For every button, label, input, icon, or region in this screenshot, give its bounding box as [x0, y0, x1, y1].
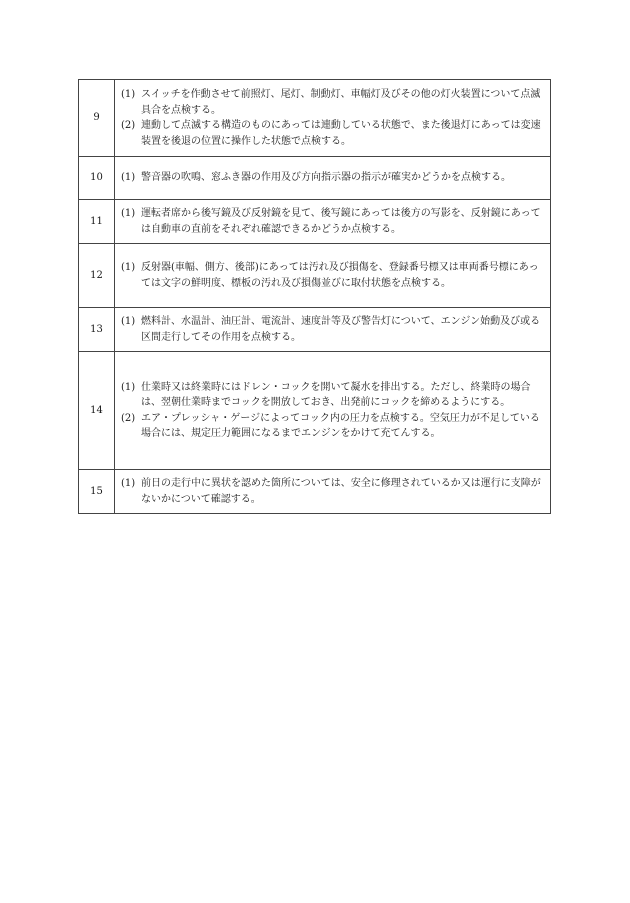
item-mark: (2) [121, 120, 136, 131]
row-content [115, 244, 551, 308]
row-content [115, 200, 551, 244]
row-number: 11 [79, 200, 115, 244]
row-number: 13 [79, 308, 115, 352]
item-mark: (2) [121, 412, 136, 424]
row-content [115, 308, 551, 352]
table-row [79, 308, 551, 352]
row-content [115, 157, 551, 200]
table-row [79, 200, 551, 244]
item-mark: (1) [121, 208, 136, 219]
row-number: 14 [79, 352, 115, 470]
row-number: 15 [79, 470, 115, 514]
row-number: 9 [79, 80, 115, 157]
inspection-table [78, 79, 551, 514]
item-mark: (1) [121, 478, 136, 489]
item-text: 反射器(車幅、側方、後部)にあっては汚れ及び損傷を、登録番号標又は車両番号標にあっては文字の鮮明度、標板の汚れ及び損傷並びに取付状態を点検する。 [141, 262, 539, 289]
table-row [79, 470, 551, 514]
item-text: 前日の走行中に異状を認めた箇所については、安全に修理されているか又は運行に支障がないかについて確認する。 [141, 478, 541, 505]
row-content [115, 470, 551, 514]
item-mark: (1) [121, 316, 136, 327]
row-content [115, 352, 551, 470]
table-row [79, 80, 551, 157]
list-item [121, 380, 545, 411]
item-mark: (1) [121, 89, 136, 100]
list-item [121, 411, 545, 442]
row-number: 10 [79, 157, 115, 200]
list-item [121, 476, 545, 507]
list-item [121, 206, 545, 237]
list-item [121, 87, 545, 118]
item-text: 仕業時又は終業時にはドレン・コックを開いて凝水を排出する。ただし、終業時の場合は、翌朝仕業時までコックを開放しておき、出発前にコックを締めるようにする。 [141, 381, 531, 408]
list-item [121, 170, 545, 186]
item-text: エア・プレッシャ・ゲージによってコック内の圧力を点検する。空気圧力が不足している場合には、規定圧力範囲になるまでエンジンをかけて充てんする。 [141, 412, 540, 439]
item-mark: (1) [121, 381, 136, 393]
item-text: 運転者席から後写鏡及び反射鏡を見て、後写鏡にあっては後方の写影を、反射鏡にあっては自動車の直前をそれぞれ確認できるかどうか点検する。 [141, 208, 541, 235]
item-text: スイッチを作動させて前照灯、尾灯、制動灯、車幅灯及びその他の灯火装置について点滅具合を点検する。 [141, 89, 541, 116]
list-item [121, 260, 545, 291]
item-mark: (1) [121, 172, 136, 184]
item-text: 警音器の吹鳴、窓ふき器の作用及び方向指示器の指示が確実かどうかを点検する。 [141, 172, 511, 184]
table-row [79, 352, 551, 470]
row-number: 12 [79, 244, 115, 308]
list-item [121, 314, 545, 345]
list-item [121, 118, 545, 149]
item-text: 燃料計、水温計、油圧計、電流計、速度計等及び警告灯について、エンジン始動及び或る区間走行してその作用を点検する。 [141, 316, 541, 343]
table-row [79, 244, 551, 308]
item-mark: (1) [121, 262, 136, 273]
row-content [115, 80, 551, 157]
item-text: 連動して点滅する構造のものにあっては連動している状態で、また後退灯にあっては変速装置を後退の位置に操作した状態で点検する。 [141, 120, 541, 147]
table-row [79, 157, 551, 200]
